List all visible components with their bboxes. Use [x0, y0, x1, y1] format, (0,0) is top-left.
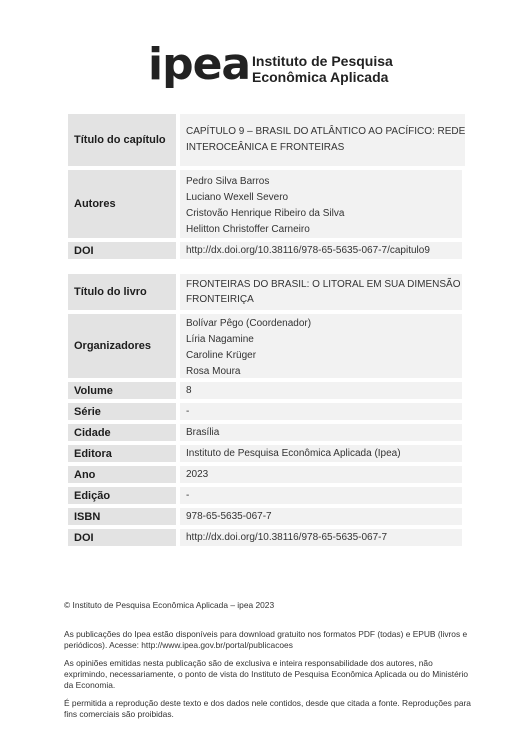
authors-value: [180, 170, 462, 238]
cidade-value: Brasília: [180, 424, 462, 441]
editora-row: [68, 445, 462, 462]
edicao-value: -: [180, 487, 462, 504]
footer-notes: [64, 600, 474, 727]
chapter-doi-label: DOI: [68, 242, 176, 259]
organizers-label: Organizadores: [68, 314, 176, 378]
book-doi-label: DOI: [68, 529, 176, 546]
cidade-label: Cidade: [68, 424, 176, 441]
chapter-table: [68, 114, 466, 263]
book-title-line-2: FRONTEIRIÇA: [186, 294, 254, 305]
edicao-label: Edição: [68, 487, 176, 504]
book-title-row: [68, 274, 462, 310]
volume-row: [68, 382, 462, 399]
organizers-row: [68, 314, 462, 378]
chapter-doi-link[interactable]: http://dx.doi.org/10.38116/978-65-5635-067-7/capitulo9: [180, 242, 462, 259]
isbn-label: ISBN: [68, 508, 176, 525]
ano-label: Ano: [68, 466, 176, 483]
book-title-label: Título do livro: [68, 274, 176, 310]
author-name: Helitton Christoffer Carneiro: [186, 224, 310, 235]
availability-text: As publicações do Ipea estão disponíveis para download gratuito nos formatos PDF (todas) e EPUB (livros e periódicos). Acesse: http://www.ipea.gov.br/portal/publicacoes: [64, 629, 468, 650]
serie-row: [68, 403, 462, 420]
serie-value: -: [180, 403, 462, 420]
book-doi-row: [68, 529, 462, 546]
chapter-title-line-2: INTEROCEÂNICA E FRONTEIRAS: [186, 142, 345, 153]
institute-line-1: Instituto de Pesquisa: [252, 53, 393, 69]
author-name: Cristovão Henrique Ribeiro da Silva: [186, 208, 345, 219]
book-table: [68, 274, 462, 550]
reproduction-text: É permitida a reprodução deste texto e dos dados nele contidos, desde que citada a fonte. Reproduções para fins comerciais são proibidas.: [64, 698, 471, 719]
chapter-title-value: [180, 114, 465, 166]
serie-label: Série: [68, 403, 176, 420]
disclaimer-text: As opiniões emitidas nesta publicação são de exclusiva e inteira responsabilidade dos autores, não exprimindo, necessariamente, o ponto de vista do Instituto de Pesquisa Econômica Aplicada ou do Ministério da Economia.: [64, 658, 469, 690]
author-name: Luciano Wexell Severo: [186, 192, 289, 203]
cidade-row: [68, 424, 462, 441]
copyright-text: © Instituto de Pesquisa Econômica Aplicada – ipea 2023: [64, 600, 275, 610]
book-title-value: [180, 274, 462, 310]
chapter-title-row: [68, 114, 466, 166]
isbn-value: 978-65-5635-067-7: [180, 508, 462, 525]
isbn-row: [68, 508, 462, 525]
authors-row: [68, 170, 462, 238]
institute-line-2: Econômica Aplicada: [252, 69, 389, 85]
volume-value: 8: [180, 382, 462, 399]
volume-label: Volume: [68, 382, 176, 399]
authors-label: Autores: [68, 170, 176, 238]
editora-label: Editora: [68, 445, 176, 462]
ano-row: [68, 466, 462, 483]
book-title-line-1: FRONTEIRAS DO BRASIL: O LITORAL EM SUA DIMENSÃO: [186, 279, 461, 290]
chapter-title-line-1: CAPÍTULO 9 – BRASIL DO ATLÂNTICO AO PACÍFICO: REDE: [186, 126, 466, 137]
organizer-name: Líria Nagamine: [186, 334, 254, 345]
organizers-value: [180, 314, 462, 378]
edicao-row: [68, 487, 462, 504]
author-name: Pedro Silva Barros: [186, 176, 270, 187]
logo-mark: ipea: [148, 39, 251, 90]
institute-name: [252, 53, 452, 85]
editora-value: Instituto de Pesquisa Econômica Aplicada (Ipea): [180, 445, 462, 462]
organizer-name: Rosa Moura: [186, 366, 241, 377]
organizer-name: Bolívar Pêgo (Coordenador): [186, 318, 312, 329]
chapter-doi-row: [68, 242, 462, 259]
chapter-title-label: Título do capítulo: [68, 114, 176, 166]
organizer-name: Caroline Krüger: [186, 350, 257, 361]
ano-value: 2023: [180, 466, 462, 483]
book-doi-link[interactable]: http://dx.doi.org/10.38116/978-65-5635-067-7: [180, 529, 462, 546]
